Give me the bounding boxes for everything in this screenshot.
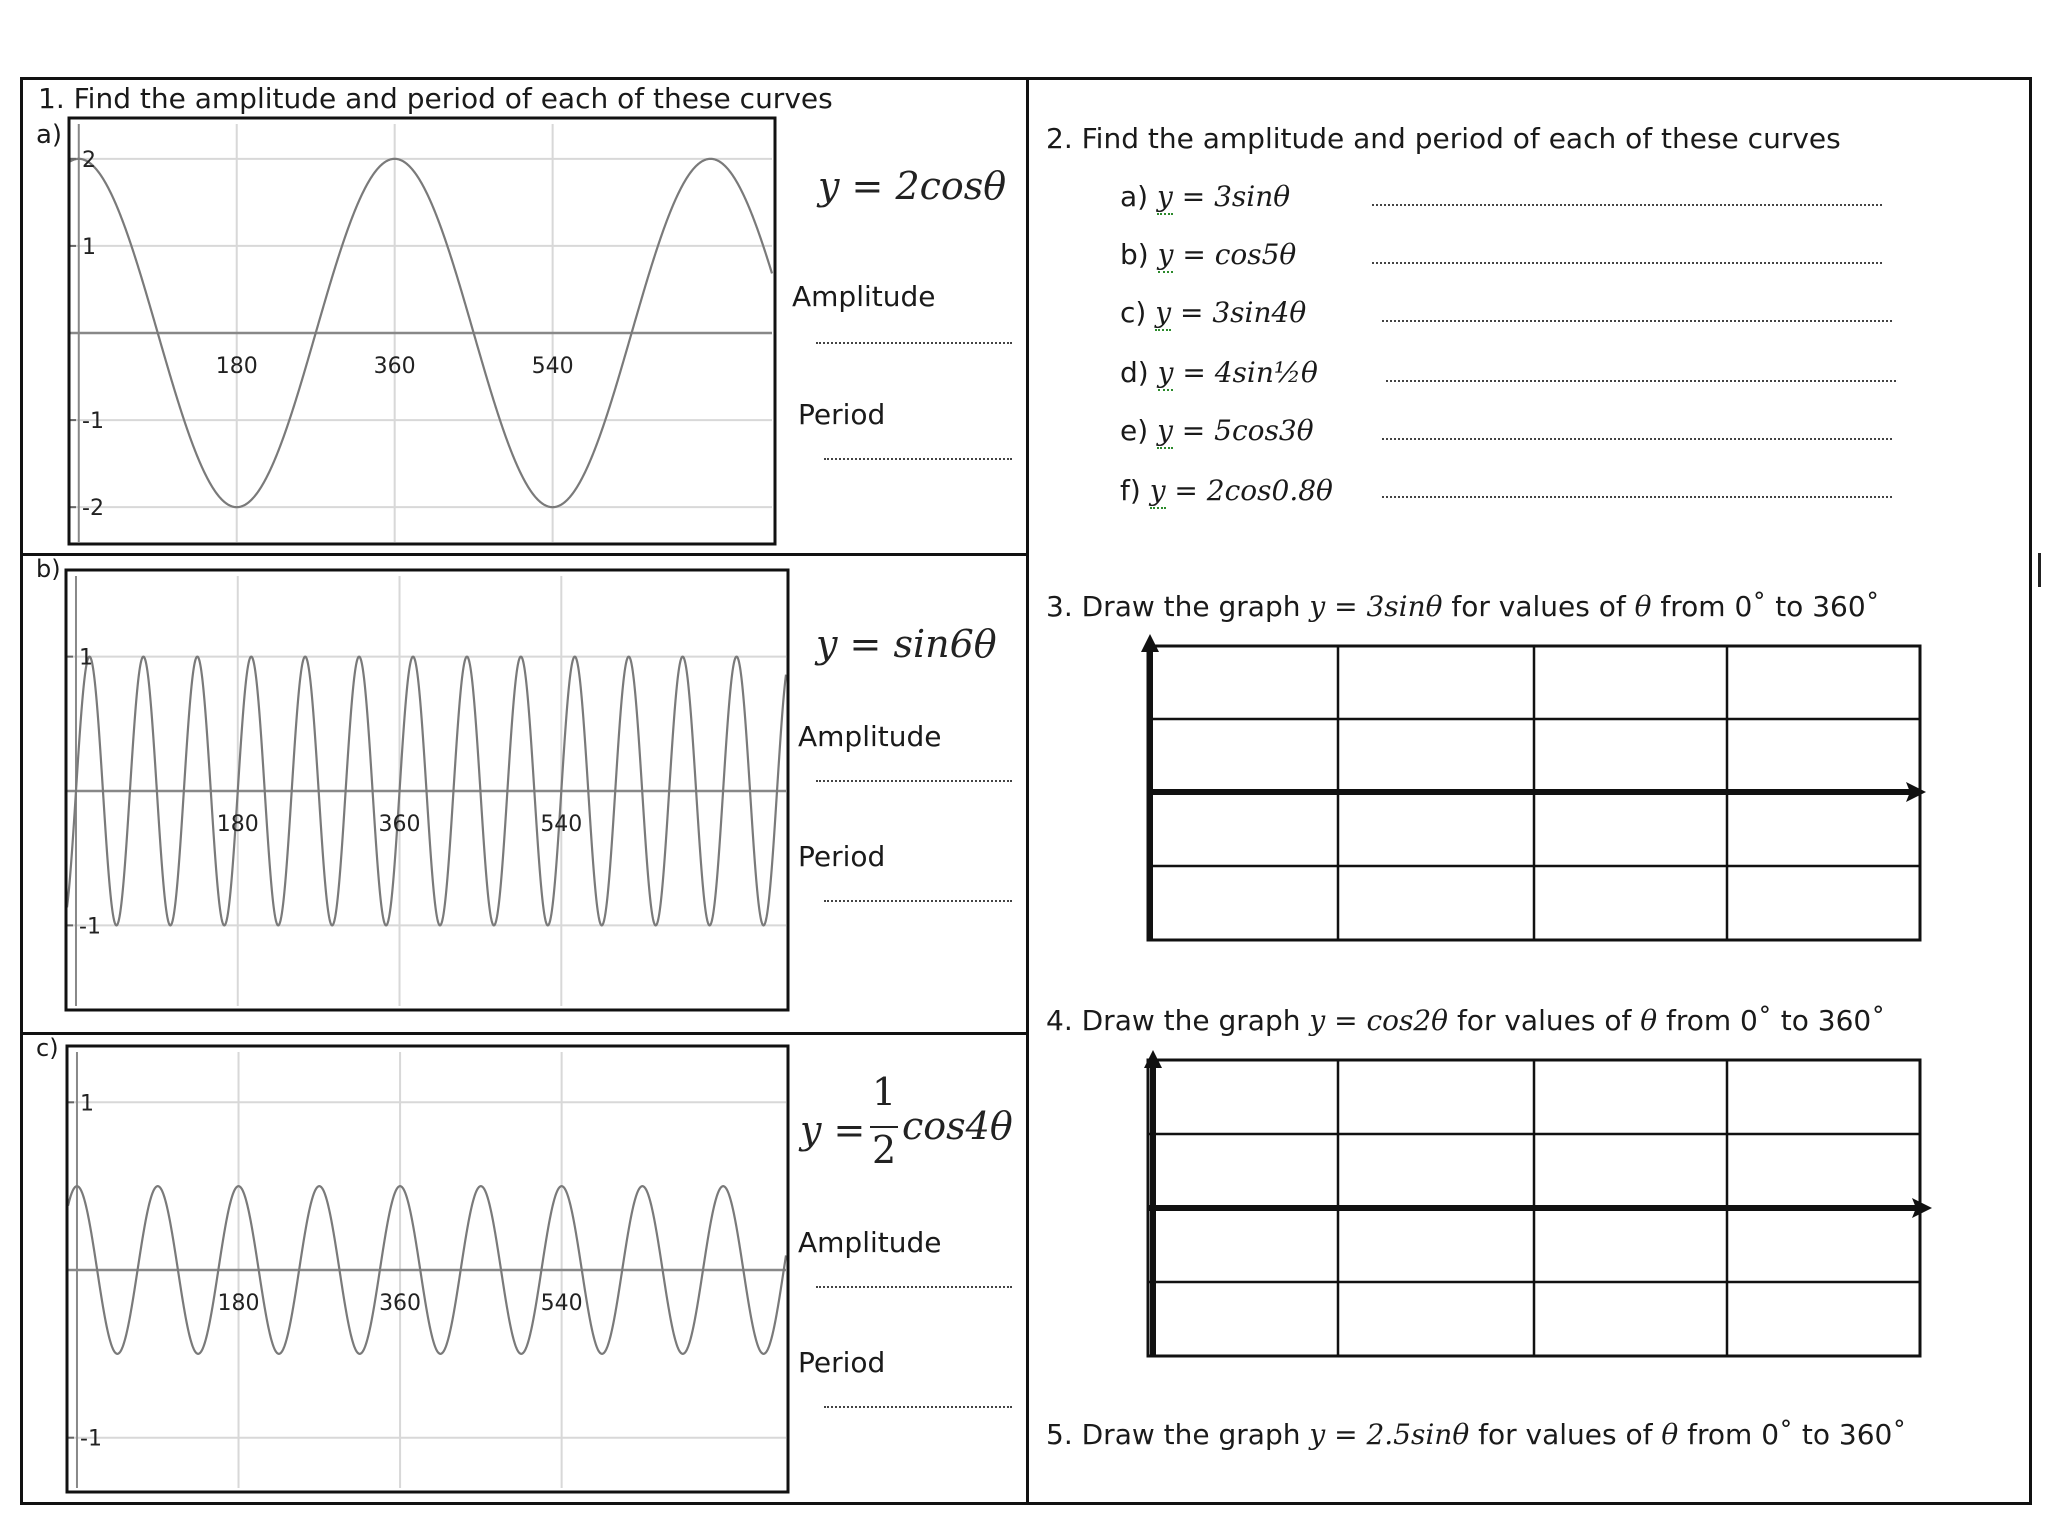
- y-tick-label: 1: [79, 645, 93, 671]
- y-tick-label: -2: [82, 496, 104, 522]
- y-tick-label: -1: [79, 914, 101, 940]
- x-tick-label: 540: [540, 1291, 583, 1316]
- equation-c-denominator: 2: [872, 1128, 897, 1172]
- equation-c-suffix: cos4θ: [902, 1104, 1013, 1148]
- q4-drawing-grid[interactable]: [1144, 1050, 1932, 1356]
- x-tick-label: 360: [378, 812, 421, 837]
- amplitude-label-c: Amplitude: [798, 1226, 942, 1259]
- part-a-label: a): [36, 120, 63, 150]
- y-tick-label: 1: [82, 234, 96, 260]
- equation-b: y = sin6θ: [816, 622, 997, 666]
- x-tick-label: 180: [216, 812, 259, 837]
- period-label-b: Period: [798, 840, 886, 873]
- q2-item-d: d) y = 4sin½θ: [1120, 356, 1318, 389]
- q2-item-e: e) y = 5cos3θ: [1120, 414, 1314, 447]
- y-tick-label: 1: [80, 1091, 94, 1117]
- q3-drawing-grid[interactable]: [1141, 634, 1926, 940]
- period-label-c: Period: [798, 1346, 886, 1379]
- part-b-label: b): [36, 555, 61, 583]
- x-tick-label: 180: [215, 354, 258, 379]
- q1-heading: 1. Find the amplitude and period of each of these curves: [38, 82, 833, 115]
- q2-heading: 2. Find the amplitude and period of each of these curves: [1046, 122, 1841, 155]
- q3-y-axis-arrow: [1141, 634, 1159, 652]
- q2-item-a: a) y = 3sinθ: [1120, 180, 1291, 213]
- period-label-a: Period: [798, 398, 886, 431]
- x-tick-label: 180: [217, 1291, 260, 1316]
- y-tick-label: -1: [82, 409, 104, 435]
- x-tick-label: 540: [531, 354, 574, 379]
- part-c-label: c): [36, 1034, 59, 1062]
- x-tick-label: 540: [540, 812, 583, 837]
- equation-c-numerator: 1: [872, 1070, 897, 1114]
- q3-heading: 3. Draw the graph y = 3sinθ for values of θ from 0˚ to 360˚: [1046, 590, 1880, 623]
- y-tick-label: 2: [82, 147, 96, 173]
- q4-heading: 4. Draw the graph y = cos2θ for values of θ from 0˚ to 360˚: [1046, 1004, 1886, 1037]
- amplitude-label-a: Amplitude: [792, 280, 936, 313]
- x-tick-label: 360: [373, 354, 416, 379]
- amplitude-label-b: Amplitude: [798, 720, 942, 753]
- q2-item-c: c) y = 3sin4θ: [1120, 296, 1307, 329]
- q5-heading: 5. Draw the graph y = 2.5sinθ for values of θ from 0˚ to 360˚: [1046, 1418, 1907, 1451]
- q2-item-b: b) y = cos5θ: [1120, 238, 1297, 271]
- y-tick-label: -1: [80, 1426, 102, 1452]
- q2-item-f: f) y = 2cos0.8θ: [1120, 474, 1333, 507]
- equation-c-prefix: y =: [800, 1108, 866, 1152]
- equation-a: y = 2cosθ: [818, 164, 1007, 208]
- x-tick-label: 360: [379, 1291, 422, 1316]
